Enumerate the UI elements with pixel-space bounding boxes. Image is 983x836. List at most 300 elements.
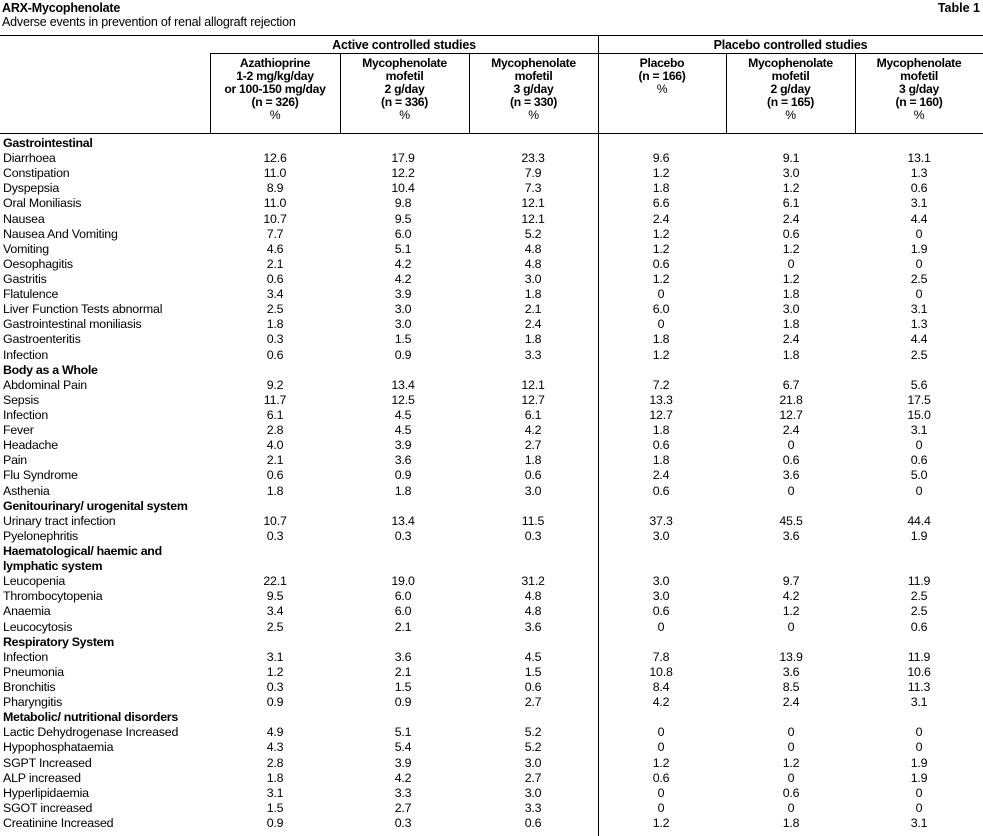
- table-row: [0, 212, 983, 227]
- column-header-line: (n = 330): [509, 95, 558, 109]
- cell-value: 3.6: [782, 468, 800, 483]
- cell-value: 1.8: [524, 287, 542, 302]
- column-header: [210, 57, 340, 122]
- row-label: Liver Function Tests abnormal: [3, 302, 163, 317]
- cell-value: 1.5: [394, 332, 412, 347]
- cell-value: 3.0: [652, 589, 670, 604]
- cell-value: 9.8: [394, 196, 412, 211]
- cell-value: 4.2: [394, 271, 412, 286]
- cell-value: 1.8: [266, 483, 284, 498]
- cell-value: 2.1: [394, 664, 412, 679]
- column-header-line: Mycophenolate: [491, 56, 576, 70]
- table-row: [0, 332, 983, 347]
- cell-value: 0.6: [524, 815, 542, 830]
- table-row: [0, 725, 983, 740]
- cell-value: 11.7: [263, 392, 287, 407]
- cell-value: 0: [915, 287, 923, 302]
- cell-value: 3.0: [524, 755, 542, 770]
- cell-value: 3.1: [910, 815, 928, 830]
- row-label: Diarrhoea: [3, 151, 56, 166]
- cell-value: 0: [787, 725, 795, 740]
- cell-value: 0.6: [782, 226, 800, 241]
- cell-value: 0: [657, 317, 665, 332]
- row-label: Nausea And Vomiting: [3, 226, 118, 241]
- cell-value: 10.6: [907, 664, 931, 679]
- cell-value: 1.8: [652, 453, 670, 468]
- cell-value: 4.8: [524, 256, 542, 271]
- cell-value: 23.3: [521, 151, 545, 166]
- cell-value: 0: [915, 256, 923, 271]
- cell-value: 2.1: [524, 302, 542, 317]
- cell-value: 3.9: [394, 287, 412, 302]
- cell-value: 0: [915, 740, 923, 755]
- cell-value: 11.3: [907, 679, 931, 694]
- cell-value: 0.3: [524, 528, 542, 543]
- section-label: Metabolic/ nutritional disorders: [3, 710, 178, 725]
- section-header-row: [0, 363, 983, 378]
- cell-value: 5.2: [524, 725, 542, 740]
- cell-value: 1.8: [782, 287, 800, 302]
- cell-value: 4.2: [652, 695, 670, 710]
- column-unit: %: [269, 108, 281, 122]
- table-row: [0, 166, 983, 181]
- table-row: [0, 529, 983, 544]
- column-header-line: 3 g/day: [513, 82, 554, 96]
- cell-value: 11.9: [907, 574, 931, 589]
- cell-value: 0: [787, 483, 795, 498]
- cell-value: 0.3: [266, 332, 284, 347]
- cell-value: 5.4: [394, 740, 412, 755]
- document-title: ARX-Mycophenolate: [2, 1, 121, 15]
- cell-value: 0.6: [652, 256, 670, 271]
- cell-value: 2.5: [910, 589, 928, 604]
- table-row: [0, 620, 983, 635]
- cell-value: 0.6: [910, 181, 928, 196]
- cell-value: 4.5: [394, 423, 412, 438]
- column-header-line: 2 g/day: [770, 82, 811, 96]
- row-label: Hypophosphataemia: [3, 740, 114, 755]
- column-header: [855, 57, 983, 122]
- column-unit: %: [785, 108, 796, 122]
- cell-value: 0.6: [782, 785, 800, 800]
- cell-value: 0.9: [266, 695, 284, 710]
- cell-value: 1.2: [652, 226, 670, 241]
- row-label: Oral Moniliasis: [3, 196, 82, 211]
- cell-value: 11.0: [263, 166, 287, 181]
- section-label: Haematological/ haemic and lymphatic system: [3, 543, 162, 574]
- cell-value: 0.9: [394, 347, 412, 362]
- cell-value: 1.2: [652, 166, 670, 181]
- cell-value: 3.1: [910, 695, 928, 710]
- column-header-line: 2 g/day: [384, 82, 425, 96]
- table-row: [0, 740, 983, 755]
- column-header-line: 3 g/day: [899, 82, 939, 96]
- cell-value: 0.6: [652, 770, 670, 785]
- column-header-line: Placebo: [639, 56, 685, 70]
- row-label: Infection: [3, 347, 49, 362]
- row-label: Flu Syndrome: [3, 468, 78, 483]
- cell-value: 6.6: [652, 196, 670, 211]
- cell-value: 0.3: [266, 528, 284, 543]
- cell-value: 10.4: [391, 181, 415, 196]
- cell-value: 1.9: [910, 755, 928, 770]
- row-label: Gastritis: [3, 271, 47, 286]
- cell-value: 0.6: [652, 604, 670, 619]
- column-header-line: Mycophenolate: [876, 56, 962, 70]
- cell-value: 2.5: [910, 604, 928, 619]
- cell-value: 1.3: [910, 317, 928, 332]
- cell-value: 6.7: [782, 377, 800, 392]
- cell-value: 1.9: [910, 241, 928, 256]
- table-row: [0, 181, 983, 196]
- cell-value: 12.1: [521, 377, 545, 392]
- cell-value: 2.4: [782, 332, 800, 347]
- cell-value: 4.2: [394, 770, 412, 785]
- cell-value: 3.1: [910, 196, 928, 211]
- group-header-placebo: Placebo controlled studies: [713, 38, 868, 52]
- table-row: [0, 680, 983, 695]
- cell-value: 12.6: [263, 151, 287, 166]
- column-header-line: (n = 326): [251, 95, 299, 109]
- table-row: [0, 287, 983, 302]
- cell-value: 0.6: [266, 468, 284, 483]
- cell-value: 0: [787, 770, 795, 785]
- column-header: [340, 57, 469, 122]
- cell-value: 1.2: [782, 241, 800, 256]
- cell-value: 2.7: [524, 438, 542, 453]
- cell-value: 22.1: [263, 574, 287, 589]
- cell-value: 1.2: [782, 181, 800, 196]
- cell-value: 7.2: [652, 377, 670, 392]
- cell-value: 10.7: [263, 211, 287, 226]
- cell-value: 6.0: [652, 302, 670, 317]
- row-label: SGOT increased: [3, 800, 93, 815]
- cell-value: 3.4: [266, 287, 284, 302]
- cell-value: 1.8: [782, 815, 800, 830]
- cell-value: 10.7: [263, 513, 287, 528]
- cell-value: 0.6: [782, 453, 800, 468]
- cell-value: 1.5: [524, 664, 542, 679]
- cell-value: 13.4: [391, 513, 415, 528]
- table-row: [0, 650, 983, 665]
- cell-value: 0: [915, 800, 923, 815]
- table-row: [0, 348, 983, 363]
- row-label: Dyspepsia: [3, 181, 60, 196]
- table-number-label: Table 1: [937, 1, 980, 15]
- table-row: [0, 695, 983, 710]
- cell-value: 3.0: [394, 302, 412, 317]
- table-row: [0, 574, 983, 589]
- cell-value: 3.1: [910, 423, 928, 438]
- cell-value: 0.3: [394, 815, 412, 830]
- cell-value: 9.7: [782, 574, 800, 589]
- cell-value: 3.0: [394, 317, 412, 332]
- row-label: Thrombocytopenia: [3, 589, 103, 604]
- table-row: [0, 786, 983, 801]
- section-label: Gastrointestinal: [3, 136, 93, 150]
- column-unit: %: [399, 108, 410, 122]
- cell-value: 3.1: [266, 649, 284, 664]
- header-bottom-rule: [0, 133, 983, 134]
- cell-value: 3.1: [910, 302, 928, 317]
- cell-value: 7.3: [524, 181, 542, 196]
- cell-value: 7.8: [652, 649, 670, 664]
- row-label: Infection: [3, 649, 49, 664]
- cell-value: 2.5: [266, 619, 284, 634]
- cell-value: 1.8: [652, 332, 670, 347]
- row-label: Creatinine Increased: [3, 815, 114, 830]
- cell-value: 0: [915, 483, 923, 498]
- cell-value: 9.2: [266, 377, 284, 392]
- cell-value: 4.2: [782, 589, 800, 604]
- cell-value: 0: [915, 785, 923, 800]
- column-header-line: (n = 160): [895, 95, 943, 109]
- row-label: Headache: [3, 438, 58, 453]
- cell-value: 31.2: [521, 574, 545, 589]
- cell-value: 3.0: [782, 166, 800, 181]
- cell-value: 21.8: [779, 392, 803, 407]
- cell-value: 0: [915, 438, 923, 453]
- cell-value: 1.8: [266, 770, 284, 785]
- cell-value: 9.6: [652, 151, 670, 166]
- column-header-line: mofetil: [900, 69, 938, 83]
- cell-value: 5.1: [394, 725, 412, 740]
- cell-value: 12.7: [779, 407, 803, 422]
- table-row: [0, 378, 983, 393]
- row-label: Oesophagitis: [3, 256, 73, 271]
- cell-value: 12.2: [391, 166, 415, 181]
- cell-value: 1.8: [782, 347, 800, 362]
- cell-value: 1.5: [394, 679, 412, 694]
- cell-value: 6.1: [782, 196, 800, 211]
- cell-value: 9.5: [266, 589, 284, 604]
- cell-value: 4.0: [266, 438, 284, 453]
- column-header: [469, 57, 598, 122]
- cell-value: 0.6: [652, 438, 670, 453]
- row-label: Asthenia: [3, 483, 50, 498]
- cell-value: 37.3: [649, 513, 673, 528]
- cell-value: 10.8: [649, 664, 673, 679]
- row-label: Sepsis: [3, 392, 39, 407]
- cell-value: 7.9: [524, 166, 542, 181]
- section-header-row: [0, 544, 983, 574]
- column-header-line: (n = 165): [766, 95, 815, 109]
- cell-value: 0.6: [910, 619, 928, 634]
- cell-value: 3.0: [652, 528, 670, 543]
- row-label: Hyperlipidaemia: [3, 785, 89, 800]
- cell-value: 0: [915, 226, 923, 241]
- cell-value: 4.2: [394, 256, 412, 271]
- row-label: Vomiting: [3, 241, 49, 256]
- group-header-active: Active controlled studies: [332, 38, 476, 52]
- cell-value: 0.6: [266, 347, 284, 362]
- row-label: Abdominal Pain: [3, 377, 87, 392]
- cell-value: 9.1: [782, 151, 800, 166]
- row-label: ALP increased: [3, 770, 81, 785]
- cell-value: 0.6: [910, 453, 928, 468]
- cell-value: 1.8: [782, 317, 800, 332]
- row-label: Urinary tract infection: [3, 513, 116, 528]
- cell-value: 12.1: [521, 196, 545, 211]
- cell-value: 4.3: [266, 740, 284, 755]
- cell-value: 6.1: [524, 407, 542, 422]
- column-unit: %: [913, 108, 925, 122]
- cell-value: 0: [787, 800, 795, 815]
- cell-value: 3.3: [394, 785, 412, 800]
- cell-value: 3.6: [524, 619, 542, 634]
- cell-value: 6.0: [394, 604, 412, 619]
- cell-value: 2.4: [782, 423, 800, 438]
- row-label: SGPT Increased: [3, 755, 92, 770]
- cell-value: 5.2: [524, 740, 542, 755]
- cell-value: 1.2: [782, 604, 800, 619]
- table-row: [0, 771, 983, 786]
- cell-value: 0: [915, 725, 923, 740]
- cell-value: 45.5: [779, 513, 803, 528]
- cell-value: 1.5: [266, 800, 284, 815]
- cell-value: 1.2: [652, 271, 670, 286]
- cell-value: 1.8: [652, 181, 670, 196]
- row-label: Anaemia: [3, 604, 51, 619]
- cell-value: 0: [657, 740, 665, 755]
- cell-value: 8.9: [266, 181, 284, 196]
- row-label: Gastrointestinal moniliasis: [3, 317, 142, 332]
- cell-value: 0.6: [266, 271, 284, 286]
- cell-value: 0.6: [524, 468, 542, 483]
- column-unit: %: [528, 108, 539, 122]
- cell-value: 4.8: [524, 589, 542, 604]
- cell-value: 0: [787, 256, 795, 271]
- cell-value: 2.4: [782, 211, 800, 226]
- column-header-line: 1-2 mg/kg/day: [236, 69, 314, 83]
- cell-value: 0: [787, 740, 795, 755]
- cell-value: 0.6: [524, 679, 542, 694]
- cell-value: 11.9: [907, 649, 931, 664]
- table-row: [0, 665, 983, 680]
- cell-value: 3.6: [394, 649, 412, 664]
- cell-value: 2.4: [652, 211, 670, 226]
- cell-value: 1.9: [910, 770, 928, 785]
- cell-value: 0: [657, 287, 665, 302]
- cell-value: 12.7: [649, 407, 673, 422]
- row-label: Fever: [3, 423, 34, 438]
- table-row: [0, 484, 983, 499]
- cell-value: 4.9: [266, 725, 284, 740]
- cell-value: 17.9: [391, 151, 415, 166]
- cell-value: 13.9: [779, 649, 803, 664]
- cell-value: 6.0: [394, 226, 412, 241]
- cell-value: 0: [657, 800, 665, 815]
- column-header: [726, 57, 855, 122]
- cell-value: 2.7: [524, 695, 542, 710]
- cell-value: 0.9: [394, 468, 412, 483]
- cell-value: 2.1: [266, 453, 284, 468]
- cell-value: 12.7: [521, 392, 545, 407]
- cell-value: 2.1: [394, 619, 412, 634]
- cell-value: 1.2: [652, 755, 670, 770]
- cell-value: 44.4: [907, 513, 931, 528]
- cell-value: 1.8: [652, 423, 670, 438]
- table-row: [0, 242, 983, 257]
- section-label: Body as a Whole: [3, 362, 98, 377]
- table-row: [0, 423, 983, 438]
- cell-value: 3.0: [524, 785, 542, 800]
- cell-value: 3.0: [782, 302, 800, 317]
- cell-value: 4.8: [524, 604, 542, 619]
- table-row: [0, 438, 983, 453]
- cell-value: 0: [657, 785, 665, 800]
- cell-value: 3.1: [266, 785, 284, 800]
- table-row: [0, 514, 983, 529]
- table-row: [0, 816, 983, 831]
- table-row: [0, 756, 983, 771]
- column-header-line: Mycophenolate: [362, 56, 447, 70]
- cell-value: 1.8: [266, 317, 284, 332]
- cell-value: 3.0: [524, 483, 542, 498]
- cell-value: 8.5: [782, 679, 800, 694]
- table-body: [0, 136, 983, 831]
- table-row: [0, 272, 983, 287]
- cell-value: 3.3: [524, 800, 542, 815]
- cell-value: 2.7: [394, 800, 412, 815]
- cell-value: 2.4: [524, 317, 542, 332]
- row-label: Pain: [3, 453, 27, 468]
- cell-value: 6.0: [394, 589, 412, 604]
- section-header-row: [0, 710, 983, 725]
- cell-value: 3.6: [782, 664, 800, 679]
- group-header-rule: [210, 53, 983, 54]
- column-header-line: mofetil: [771, 69, 810, 83]
- cell-value: 6.1: [266, 407, 284, 422]
- cell-value: 2.1: [266, 256, 284, 271]
- section-header-row: [0, 635, 983, 650]
- column-header-line: Mycophenolate: [748, 56, 833, 70]
- cell-value: 0.3: [394, 528, 412, 543]
- row-label: Leucopenia: [3, 574, 66, 589]
- cell-value: 2.4: [782, 695, 800, 710]
- table-row: [0, 468, 983, 483]
- row-label: Flatulence: [3, 287, 59, 302]
- cell-value: 3.9: [394, 438, 412, 453]
- column-header-line: (n = 336): [380, 95, 429, 109]
- cell-value: 3.0: [524, 271, 542, 286]
- cell-value: 1.8: [524, 332, 542, 347]
- cell-value: 15.0: [907, 407, 931, 422]
- cell-value: 1.8: [394, 483, 412, 498]
- row-label: Lactic Dehydrogenase Increased: [3, 725, 179, 740]
- row-label: Nausea: [3, 211, 45, 226]
- cell-value: 5.1: [394, 241, 412, 256]
- cell-value: 0.6: [652, 483, 670, 498]
- column-header-line: (n = 166): [638, 69, 686, 83]
- table-row: [0, 589, 983, 604]
- table-row: [0, 317, 983, 332]
- table-row: [0, 393, 983, 408]
- cell-value: 11.0: [263, 196, 287, 211]
- row-label: Pyelonephritis: [3, 528, 79, 543]
- table-row: [0, 302, 983, 317]
- cell-value: 2.5: [910, 347, 928, 362]
- cell-value: 3.4: [266, 604, 284, 619]
- cell-value: 0.9: [394, 695, 412, 710]
- cell-value: 3.9: [394, 755, 412, 770]
- table-row: [0, 408, 983, 423]
- row-label: Bronchitis: [3, 679, 56, 694]
- row-label: Pharyngitis: [3, 695, 63, 710]
- cell-value: 5.0: [910, 468, 928, 483]
- row-label: Infection: [3, 407, 49, 422]
- table-row: [0, 257, 983, 272]
